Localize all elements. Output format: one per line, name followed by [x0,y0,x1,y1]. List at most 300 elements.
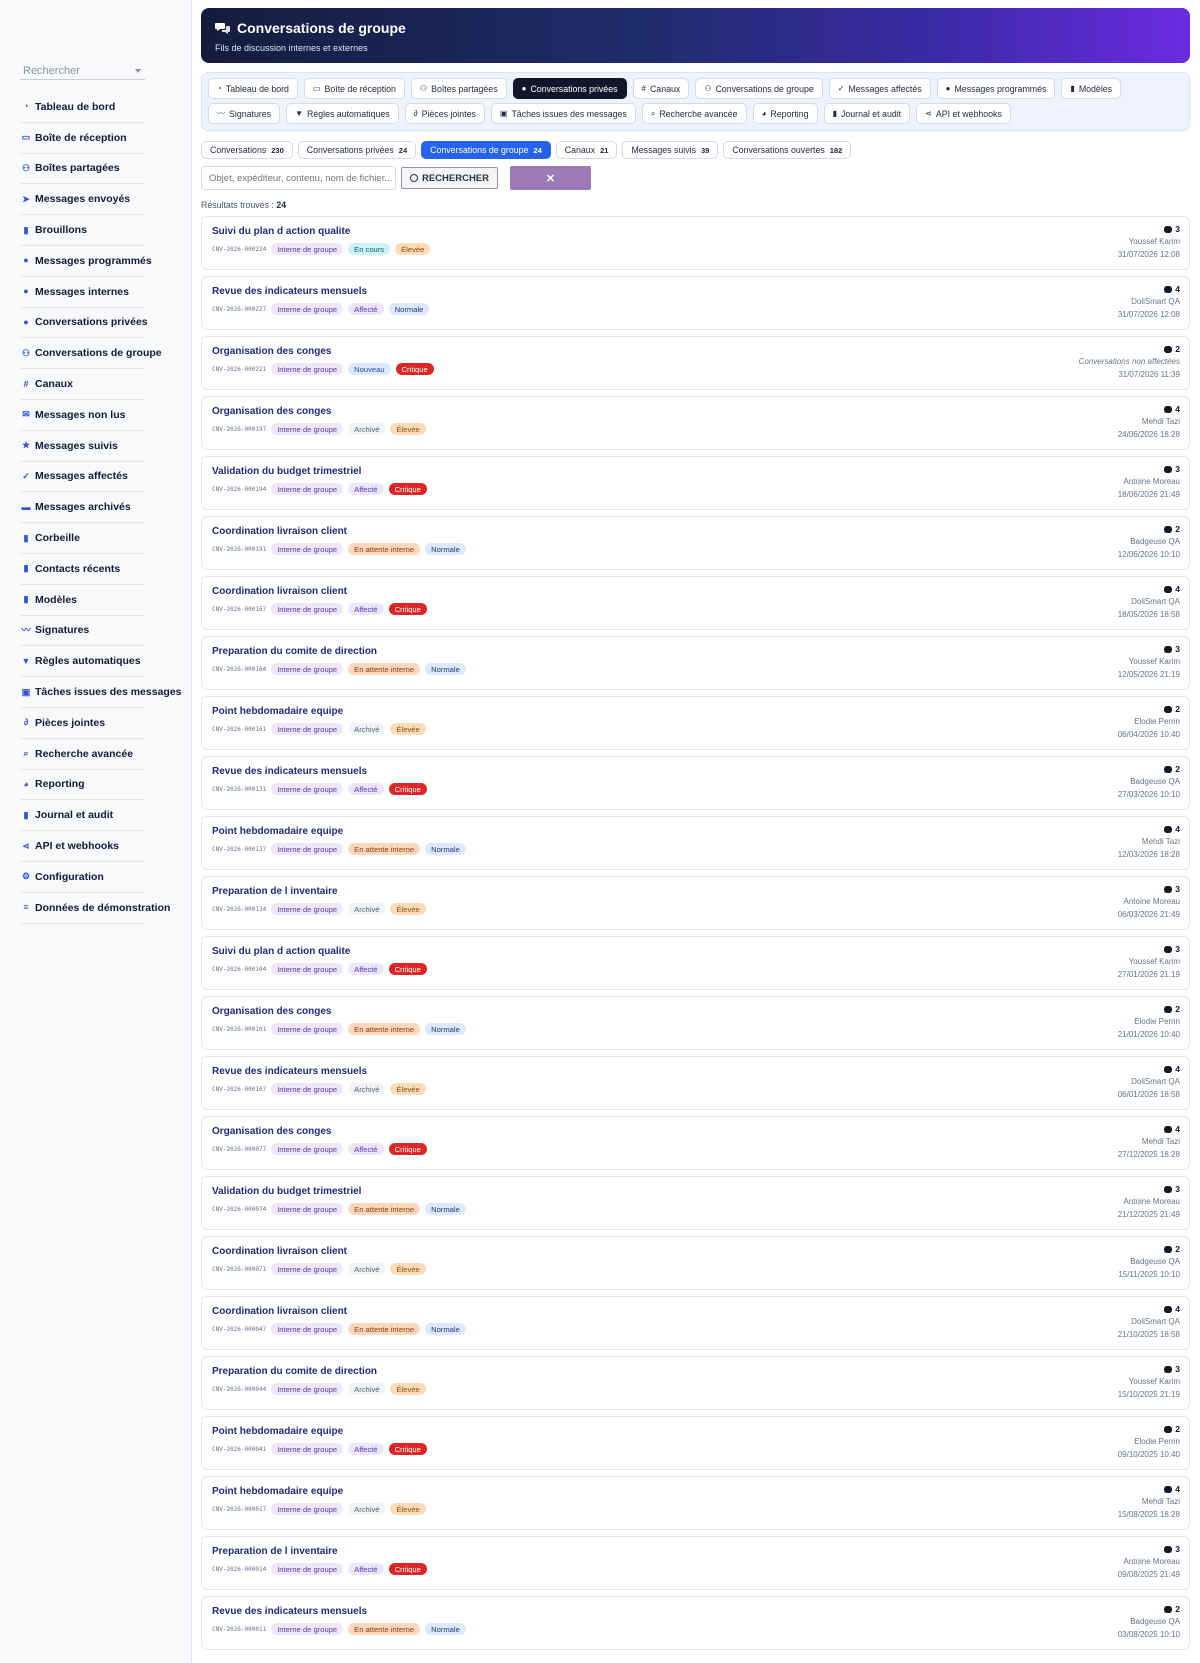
page-title-row [215,20,1176,36]
conversation-card[interactable] [201,456,1190,510]
conversation-card[interactable] [201,396,1190,450]
type-badge: Interne de groupe [271,1083,343,1095]
message-count [1118,1243,1180,1255]
sidebar-item-15[interactable] [20,554,145,585]
type-badge: Interne de groupe [271,1443,343,1455]
message-count-value: 2 [1175,1604,1180,1614]
conversation-date: 12/06/2026 10:10 [1117,550,1180,559]
conversation-card[interactable] [201,1596,1190,1650]
tab-row2-4[interactable] [642,103,747,124]
file-icon: ▮ [1070,84,1075,93]
sidebar-item-26[interactable] [20,893,171,924]
tab-row1-7[interactable] [937,78,1056,99]
users-icon: ⚇ [704,84,712,93]
conversation-meta [212,1383,431,1395]
paperclip-icon: ∂ [23,717,29,728]
conversation-title[interactable]: Validation du budget trimestriel [212,1186,362,1197]
message-count-value: 4 [1175,1304,1180,1314]
conversation-card[interactable] [201,1416,1190,1470]
conversation-date: 12/05/2026 21:19 [1117,670,1180,679]
message-count [1118,1063,1180,1075]
conversation-card[interactable] [201,1356,1190,1410]
message-count-value: 4 [1175,824,1180,834]
conversation-title[interactable]: Coordination livraison client [212,1306,348,1317]
clipboard-icon: ▮ [832,109,837,118]
conversation-meta [212,423,431,435]
conversation-date: 24/06/2026 18:28 [1117,430,1180,439]
sidebar-item-18[interactable] [20,646,145,677]
conversation-author: Mehdi Tazi [1141,837,1180,846]
close-icon: ✕ [545,172,556,185]
conversation-card[interactable] [201,1236,1190,1290]
conversation-date: 21/10/2025 18:58 [1117,1330,1180,1339]
conversation-author: DoliSmart QA [1131,597,1180,606]
conversation-ref: CNV-2026-000074 [212,1205,267,1213]
type-badge: Interne de groupe [271,723,343,735]
message-count-value: 2 [1175,344,1180,354]
type-badge: Interne de groupe [271,783,343,795]
priority-badge: Normale [425,663,466,675]
conversation-author: DoliSmart QA [1131,297,1180,306]
conversation-author: Elodie Perrin [1134,717,1180,726]
sidebar-item-label: Données de démonstration [35,901,171,914]
tab-row1-2[interactable] [411,78,507,99]
filter-chip-count: 230 [271,145,284,155]
comment-icon: ● [23,286,29,297]
conversation-card[interactable] [201,516,1190,570]
conversation-title[interactable]: Coordination livraison client [212,586,348,597]
conversation-meta [212,783,432,795]
sidebar-item-3[interactable] [20,184,145,215]
conversation-card[interactable] [201,1116,1190,1170]
sidebar-item-21[interactable] [20,739,145,770]
conversation-meta [212,603,432,615]
message-count-value: 4 [1175,284,1180,294]
comment-icon [1164,766,1172,773]
tab-row1-6[interactable] [829,78,931,99]
sidebar-item-14[interactable] [20,523,145,554]
tab-row1-1[interactable] [304,78,405,99]
comment-icon [1164,1006,1172,1013]
priority-badge: Élevée [390,1263,425,1275]
filter-chip-1[interactable] [298,141,416,159]
conversation-meta [212,1263,431,1275]
tab-row1-8[interactable] [1061,78,1121,99]
sidebar [0,0,192,1663]
sidebar-item-17[interactable] [20,616,145,647]
conversation-author: Conversations non affectées [1078,357,1180,366]
archive-icon: ▬ [21,501,31,512]
status-badge: En attente interne [348,543,420,555]
message-count [1118,883,1180,895]
conversation-date: 06/01/2026 18:58 [1117,1090,1180,1099]
paper-plane-icon: ➤ [22,193,30,204]
conversation-author: DoliSmart QA [1131,1317,1180,1326]
priority-badge: Critique [389,1143,427,1155]
comment-icon [1164,1546,1172,1553]
tab-row-2 [208,103,1183,124]
module-tabs [201,72,1190,131]
sidebar-item-8[interactable] [20,338,162,369]
conversation-ref: CNV-2026-000161 [212,725,267,733]
share-icon: ⋖ [22,840,30,851]
priority-badge: Élevée [390,423,425,435]
conversation-title[interactable]: Revue des indicateurs mensuels [212,766,368,777]
conversation-author: Mehdi Tazi [1141,417,1180,426]
conversation-card[interactable] [201,276,1190,330]
conversation-card[interactable] [201,1296,1190,1350]
tab-row1-5[interactable] [695,78,822,99]
sidebar-item-label: Recherche avancée [35,747,134,760]
conversation-ref: CNV-2026-000014 [212,1565,267,1573]
database-icon: ≡ [23,902,29,913]
conversation-meta [212,663,471,675]
tab-row1-0[interactable] [208,78,298,99]
conversation-card[interactable] [201,756,1190,810]
tab-label: Journal et audit [840,108,902,119]
message-count [1118,1123,1180,1135]
tab-row2-6[interactable] [824,103,911,124]
type-badge: Interne de groupe [271,1623,343,1635]
message-count-value: 3 [1175,464,1180,474]
sidebar-item-16[interactable] [20,585,145,616]
conversation-title[interactable]: Validation du budget trimestriel [212,466,362,477]
conversation-card[interactable] [201,696,1190,750]
tab-label: Signatures [229,108,272,119]
conversation-meta [212,1503,431,1515]
comment-icon [1164,886,1172,893]
conversation-info [1118,1603,1180,1639]
conversation-info [1118,823,1180,859]
filter-chip-label: Conversations ouvertes [732,145,825,155]
priority-badge: Critique [389,603,427,615]
message-count [1118,1003,1180,1015]
conversation-meta [212,363,439,375]
message-count-value: 2 [1175,1424,1180,1434]
filter-chip-3[interactable] [556,141,618,159]
results-count: 24 [276,200,287,210]
conversation-meta [212,723,431,735]
conversation-card[interactable] [201,216,1190,270]
conversation-card[interactable] [201,1056,1190,1110]
sidebar-item-11[interactable] [20,431,145,462]
message-count [1118,1603,1180,1615]
comment-icon [1164,1126,1172,1133]
conversation-card[interactable] [201,936,1190,990]
filter-chip-label: Conversations privées [306,145,394,155]
sidebar-item-label: Boîtes partagées [35,162,120,175]
sidebar-search-select[interactable] [20,62,145,80]
comment-icon [1164,1366,1172,1373]
conversation-author: DoliSmart QA [1131,1077,1180,1086]
sidebar-item-25[interactable] [20,862,145,893]
address-book-icon: ▮ [23,563,29,574]
priority-badge: Normale [425,1323,466,1335]
conversation-card[interactable] [201,816,1190,870]
message-count [1118,223,1180,235]
tab-row2-1[interactable] [286,103,399,124]
type-badge: Interne de groupe [271,843,343,855]
conversation-date: 09/08/2025 21:49 [1117,1570,1180,1579]
filter-chip-count: 182 [829,145,843,155]
filter-icon: ▼ [21,655,31,666]
conversation-date: 27/12/2025 18:28 [1117,1150,1180,1159]
tab-label: Reporting [770,108,809,119]
conversation-author: Mehdi Tazi [1141,1497,1180,1506]
conversation-author: Badgeuse QA [1130,537,1180,546]
sidebar-item-12[interactable] [20,462,145,493]
conversation-title[interactable]: Point hebdomadaire equipe [212,706,344,717]
comment-icon [1164,346,1172,353]
conversation-date: 12/03/2026 18:28 [1117,850,1180,859]
message-count-value: 2 [1175,704,1180,714]
priority-badge: Normale [389,303,430,315]
filter-chip-label: Conversations de groupe [430,145,529,155]
comment-icon [1164,1066,1172,1073]
conversation-list [201,216,1190,1650]
tab-row2-2[interactable] [405,103,485,124]
sidebar-item-label: Contacts récents [35,562,121,575]
comment-icon [1164,586,1172,593]
conversation-title[interactable]: Organisation des conges [212,1126,332,1137]
type-badge: Interne de groupe [271,963,343,975]
conversation-info [1118,1003,1180,1039]
sidebar-item-4[interactable] [20,215,145,246]
sidebar-item-20[interactable] [20,708,145,739]
priority-badge: Critique [389,1443,427,1455]
filter-chip-4[interactable] [622,141,718,159]
conversation-title[interactable]: Revue des indicateurs mensuels [212,1066,368,1077]
tab-row2-0[interactable] [208,103,280,124]
comment-icon [1164,1426,1172,1433]
conversation-title[interactable]: Revue des indicateurs mensuels [212,1606,368,1617]
filter-chip-label: Canaux [564,145,596,155]
filter-chip-count: 21 [600,145,609,155]
conversation-card[interactable] [201,576,1190,630]
type-badge: Interne de groupe [271,1203,343,1215]
tab-label: Tâches issues des messages [511,108,627,119]
priority-badge: Élevée [395,243,430,255]
tab-row1-4[interactable] [633,78,690,99]
conversation-title[interactable]: Revue des indicateurs mensuels [212,286,368,297]
message-count-value: 3 [1175,1364,1180,1374]
conversation-card[interactable] [201,876,1190,930]
conversation-date: 18/05/2026 18:58 [1117,610,1180,619]
conversation-card[interactable] [201,336,1190,390]
message-count-value: 4 [1175,584,1180,594]
tab-label: Règles automatiques [306,108,390,119]
conversation-ref: CNV-2026-000134 [212,905,267,913]
message-count-value: 4 [1175,1064,1180,1074]
type-badge: Interne de groupe [271,903,343,915]
sidebar-item-label: API et webhooks [35,840,120,853]
conversation-ref: CNV-2026-000131 [212,785,267,793]
conversation-title[interactable]: Suivi du plan d action qualite [212,226,351,237]
tab-row-1 [208,78,1183,99]
status-badge: En cours [348,243,390,255]
message-count [1118,403,1180,415]
conversation-card[interactable] [201,636,1190,690]
sidebar-item-label: Corbeille [35,532,80,545]
sidebar-item-22[interactable] [20,770,145,801]
trash-icon: ▮ [23,532,29,543]
conversation-date: 15/10/2025 21:19 [1117,1390,1180,1399]
tab-label: Messages affectés [848,83,922,94]
sidebar-item-6[interactable] [20,277,145,308]
search-button[interactable] [401,167,498,189]
sidebar-item-5[interactable] [20,246,152,277]
message-count [1118,763,1180,775]
status-badge: Archivé [348,723,385,735]
conversation-title[interactable]: Coordination livraison client [212,526,348,537]
results-summary [201,200,1190,210]
search-bar [201,166,1190,190]
type-badge: Interne de groupe [271,543,343,555]
conversation-ref: CNV-2026-000224 [212,245,267,253]
conversation-ref: CNV-2026-000197 [212,425,267,433]
conversation-info [1118,643,1180,679]
tab-row1-3[interactable] [513,78,627,99]
comment-icon [1164,1486,1172,1493]
filter-chips [201,141,1190,159]
conversation-title[interactable]: Organisation des conges [212,346,332,357]
comment-icon [1164,286,1172,293]
sidebar-item-2[interactable] [20,154,145,185]
status-badge: Archivé [348,1263,385,1275]
sidebar-item-10[interactable] [20,400,145,431]
message-count-value: 3 [1175,224,1180,234]
message-count-value: 3 [1175,884,1180,894]
message-count [1118,1363,1180,1375]
sidebar-item-label: Brouillons [35,224,87,237]
type-badge: Interne de groupe [271,1143,343,1155]
tab-label: Conversations privées [530,83,618,94]
conversation-info [1118,1303,1180,1339]
comment-icon [1164,946,1172,953]
tab-row2-7[interactable] [916,103,1011,124]
conversation-meta [212,543,471,555]
sidebar-item-1[interactable] [20,123,145,154]
conversation-ref: CNV-2026-000191 [212,545,267,553]
message-count [1079,343,1180,355]
sidebar-item-7[interactable] [20,308,148,339]
conversation-info [1118,703,1180,739]
comment-icon [1164,646,1172,653]
conversation-date: 31/07/2026 12:08 [1117,310,1180,319]
tab-row2-5[interactable] [753,103,818,124]
sidebar-item-13[interactable] [20,492,145,523]
filter-icon: ▼ [295,109,303,118]
conversation-title[interactable]: Suivi du plan d action qualite [212,946,351,957]
conversation-date: 21/01/2026 10:40 [1117,1030,1180,1039]
signature-icon: 〰 [21,624,31,635]
comment-icon [1164,706,1172,713]
conversation-info [1118,1123,1180,1159]
sidebar-item-label: Configuration [35,870,104,883]
type-badge: Interne de groupe [271,363,343,375]
search-input[interactable] [201,166,396,190]
message-count-value: 2 [1175,764,1180,774]
tab-label: Conversations de groupe [715,83,814,94]
conversation-meta [212,843,471,855]
sidebar-item-label: Pièces jointes [35,716,106,729]
sidebar-item-9[interactable] [20,369,145,400]
users-icon: ⚇ [419,84,428,93]
conversation-title[interactable]: Point hebdomadaire equipe [212,1426,344,1437]
clear-search-button[interactable] [510,166,591,190]
gear-icon: ⚙ [21,871,31,882]
comment-icon [1164,1306,1172,1313]
message-count [1118,283,1180,295]
conversation-title[interactable]: Preparation du comite de direction [212,1366,378,1377]
filter-chip-5[interactable] [723,141,851,159]
conversation-author: Antoine Moreau [1123,477,1180,486]
conversation-title[interactable]: Point hebdomadaire equipe [212,826,344,837]
conversation-card[interactable] [201,1476,1190,1530]
conversation-ref: CNV-2026-000137 [212,845,267,853]
type-badge: Interne de groupe [271,483,343,495]
conversation-meta [212,1443,432,1455]
conversation-card[interactable] [201,1176,1190,1230]
conversation-author: Antoine Moreau [1123,1557,1180,1566]
message-count [1118,1423,1180,1435]
sidebar-item-label: Journal et audit [35,809,114,822]
conversation-title[interactable]: Preparation du comite de direction [212,646,378,657]
conversation-info [1118,763,1180,799]
priority-badge: Normale [425,1203,466,1215]
paperclip-icon: ∂ [413,109,418,118]
conversation-title[interactable]: Point hebdomadaire equipe [212,1486,344,1497]
conversation-title[interactable]: Coordination livraison client [212,1246,348,1257]
conversation-title[interactable]: Organisation des conges [212,1006,332,1017]
conversation-ref: CNV-2026-000011 [212,1625,267,1633]
tab-row2-3[interactable] [491,103,636,124]
priority-badge: Critique [389,783,427,795]
conversation-meta [212,903,431,915]
message-count [1118,1543,1180,1555]
conversation-ref: CNV-2026-000164 [212,665,267,673]
chart-pie-icon: ◕ [761,109,767,118]
hashtag-icon: # [23,378,29,389]
conversation-date: 21/12/2025 21:49 [1117,1210,1180,1219]
message-count-value: 3 [1175,644,1180,654]
page-subtitle: Fils de discussion internes et externes [215,43,368,53]
sidebar-item-19[interactable] [20,677,182,708]
message-count [1118,463,1180,475]
conversation-meta [212,1563,432,1575]
conversation-title[interactable]: Preparation de l inventaire [212,1546,338,1557]
sidebar-item-label: Canaux [35,378,73,391]
sidebar-item-24[interactable] [20,831,145,862]
sidebar-item-23[interactable] [20,800,145,831]
filter-chip-0[interactable] [201,141,293,159]
conversation-title[interactable]: Preparation de l inventaire [212,886,338,897]
conversation-card[interactable] [201,996,1190,1050]
search-button-label: RECHERCHER [421,172,490,184]
sidebar-item-0[interactable] [20,92,145,123]
star-icon: ★ [21,440,31,451]
conversation-info [1118,523,1180,559]
type-badge: Interne de groupe [271,1503,343,1515]
page-header [201,8,1190,63]
filter-chip-2[interactable] [421,141,551,159]
conversation-card[interactable] [201,1536,1190,1590]
user-check-icon: ✓ [837,84,845,93]
status-badge: Affecté [348,483,384,495]
conversation-meta [212,483,432,495]
envelope-icon: ✉ [22,409,30,420]
conversation-title[interactable]: Organisation des conges [212,406,332,417]
